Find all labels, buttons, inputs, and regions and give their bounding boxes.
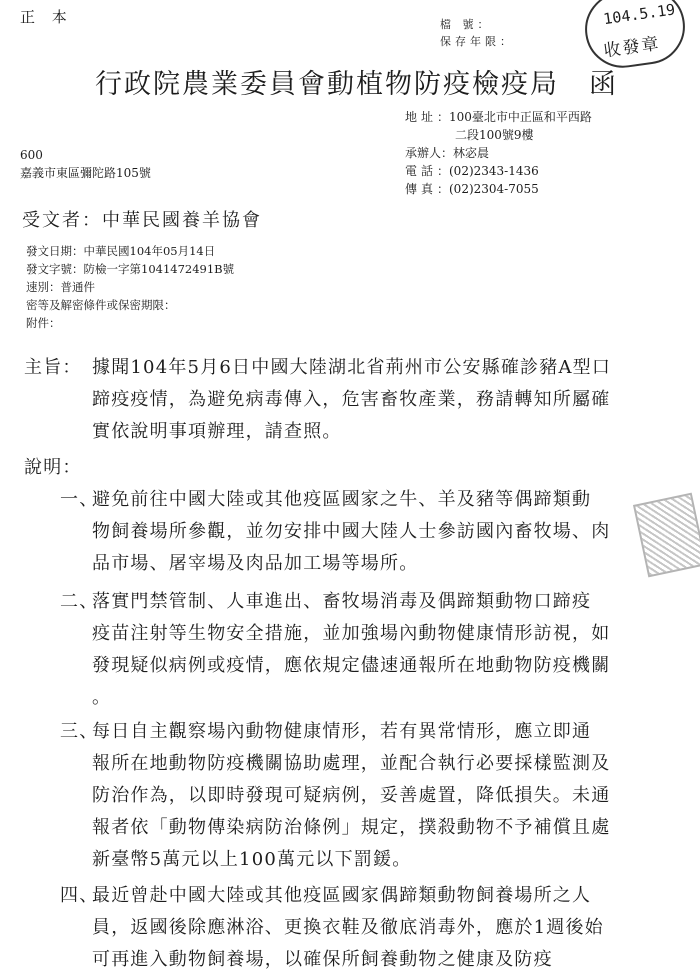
stamp-text: 收發章: [602, 33, 662, 62]
item-line: 防治作為，以即時發現可疑病例，妥善處置，降低損失。未通: [92, 785, 611, 806]
stamp-date: 104.5.19: [602, 0, 677, 29]
postal-zip: 600: [20, 148, 43, 162]
handler-label: 承辦人：: [405, 146, 454, 160]
side-seal-mark: [633, 493, 700, 578]
item-line: 員，返國後除應淋浴、更換衣鞋及徹底消毒外，應於1週後始: [92, 917, 604, 938]
recipient-name: 中華民國養羊協會: [102, 210, 262, 231]
agency-name: 行政院農業委員會動植物防疫檢疫局: [95, 69, 559, 100]
phone-label: 電話：: [405, 164, 454, 178]
explanation-label: 說明：: [24, 457, 82, 478]
address-label: 地址：: [405, 110, 454, 124]
number-label: 發文字號：: [26, 262, 84, 276]
subject-line: 據聞104年5月6日中國大陸湖北省荊州市公安縣確診豬A型口: [92, 357, 612, 378]
item-line: 報者依「動物傳染病防治條例」規定，撲殺動物不予補償且處: [92, 817, 611, 838]
explanation-item: [92, 586, 610, 714]
recipient-label: 受文者：: [22, 210, 102, 231]
item-line: 發現疑似病例或疫情，應依規定儘速通報所在地動物防疫機關: [92, 655, 611, 676]
item-line: 每日自主觀察場內動物健康情形，若有異常情形，應立即通: [92, 721, 592, 742]
reference-labels: [440, 16, 515, 50]
phone-number: (02)2343-1436: [449, 164, 539, 178]
item-number: 二、: [60, 591, 99, 612]
document-type: 函: [589, 69, 616, 100]
issue-date: 中華民國104年05月14日: [83, 244, 216, 258]
subject-label: 主旨：: [24, 357, 82, 378]
address-line1: 100臺北市中正區和平西路: [449, 110, 592, 124]
retention-label: 保存年限：: [440, 35, 515, 48]
date-label: 發文日期：: [26, 244, 84, 258]
item-line: 新臺幣5萬元以上100萬元以下罰鍰。: [92, 849, 412, 870]
contact-block: [405, 108, 592, 198]
document-number: 防檢一字第1041472491B號: [83, 262, 235, 276]
attachment-label: 附件：: [26, 316, 61, 330]
subject-line: 實依說明事項辦理，請查照。: [92, 421, 342, 442]
recipient: [22, 206, 262, 232]
explanation-item: [92, 484, 610, 580]
subject-line: 蹄疫疫情，為避免病毒傳入，危害畜牧產業，務請轉知所屬確: [92, 389, 611, 410]
item-line: 疫苗注射等生物安全措施，並加強場內動物健康情形訪視，如: [92, 623, 611, 644]
explanation-item: [92, 880, 604, 976]
item-line: 品市場、屠宰場及肉品加工場等場所。: [92, 553, 419, 574]
item-line: 最近曾赴中國大陸或其他疫區國家偶蹄類動物飼養場所之人: [92, 885, 592, 906]
item-line: 可再進入動物飼養場，以確保所飼養動物之健康及防疫: [92, 949, 553, 970]
item-number: 一、: [60, 489, 99, 510]
item-number: 三、: [60, 721, 99, 742]
item-number: 四、: [60, 885, 99, 906]
fax-label: 傳真：: [405, 182, 454, 196]
item-line: 報所在地動物防疫機關協助處理，並配合執行必要採樣監測及: [92, 753, 611, 774]
subject-text: [92, 352, 611, 448]
copy-mark: 正 本: [20, 8, 73, 26]
ref-no-label: 檔 號：: [440, 18, 493, 31]
item-line: 。: [92, 687, 112, 708]
document-meta: [26, 242, 234, 332]
postal-address: [20, 146, 151, 182]
document-title: [95, 62, 616, 101]
delivery-speed: 普通件: [60, 280, 95, 294]
postal-street: 嘉義市東區彌陀路105號: [20, 166, 151, 180]
explanation-item: [92, 716, 610, 876]
fax-number: (02)2304-7055: [449, 182, 539, 196]
secrecy-label: 密等及解密條件或保密期限：: [26, 298, 176, 312]
item-line: 避免前往中國大陸或其他疫區國家之牛、羊及豬等偶蹄類動: [92, 489, 592, 510]
speed-label: 速別：: [26, 280, 61, 294]
item-line: 物飼養場所參觀，並勿安排中國大陸人士參訪國內畜牧場、肉: [92, 521, 611, 542]
item-line: 落實門禁管制、人車進出、畜牧場消毒及偶蹄類動物口蹄疫: [92, 591, 592, 612]
handler-name: 林宓晨: [453, 146, 490, 160]
address-line2: 二段100號9樓: [455, 128, 534, 142]
